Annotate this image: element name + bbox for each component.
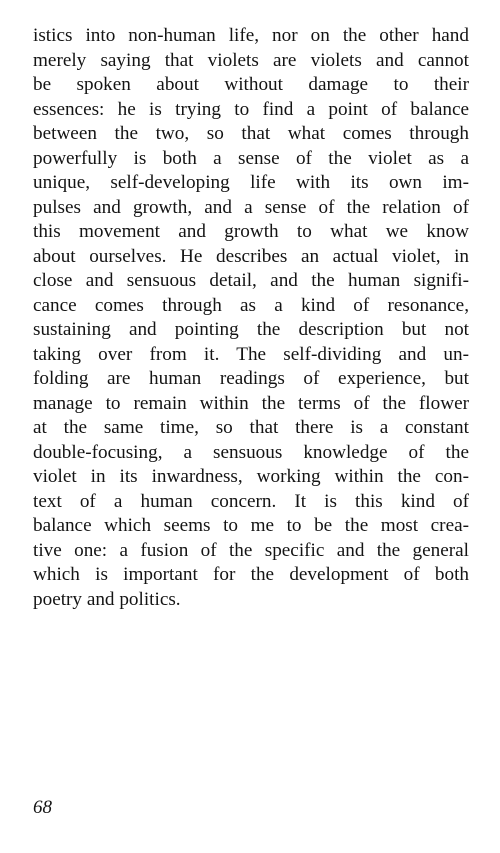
page-number: 68: [33, 797, 52, 818]
text-line: close and sensuous detail, and the human signifi-: [33, 270, 469, 291]
text-line: double-focusing, a sensuous knowledge of the: [33, 441, 469, 463]
text-line: be spoken about without damage to their: [33, 74, 469, 95]
text-line: between the two, so that what comes through: [33, 123, 469, 144]
text-line: taking over from it. The self-dividing and un-: [33, 343, 469, 365]
body-text: [33, 24, 469, 612]
text-line: cance comes through as a kind of resonance,: [33, 294, 469, 316]
text-line: about ourselves. He describes an actual violet, in: [33, 245, 469, 267]
text-line: balance which seems to me to be the most crea-: [33, 515, 469, 536]
text-line: pulses and growth, and a sense of the relation of: [33, 196, 469, 218]
text-line: merely saying that violets are violets and cannot: [33, 49, 469, 71]
text-line: folding are human readings of experience, but: [33, 368, 469, 389]
text-line: tive one: a fusion of the specific and the general: [33, 539, 469, 561]
text-line: powerfully is both a sense of the violet as a: [33, 147, 469, 169]
text-line: this movement and growth to what we know: [33, 221, 469, 242]
text-line: poetry and politics.: [33, 588, 181, 610]
text-line: violet in its inwardness, working within the con-: [33, 466, 469, 487]
text-line: istics into non-human life, nor on the other hand: [33, 25, 469, 46]
text-line: text of a human concern. It is this kind of: [33, 490, 469, 512]
text-line: at the same time, so that there is a constant: [33, 417, 469, 438]
text-line: which is important for the development of both: [33, 564, 469, 585]
text-line: unique, self-developing life with its own im-: [33, 172, 469, 193]
text-line: essences: he is trying to find a point of balance: [33, 98, 469, 120]
text-line: sustaining and pointing the description but not: [33, 319, 469, 340]
text-line: manage to remain within the terms of the flower: [33, 392, 469, 414]
